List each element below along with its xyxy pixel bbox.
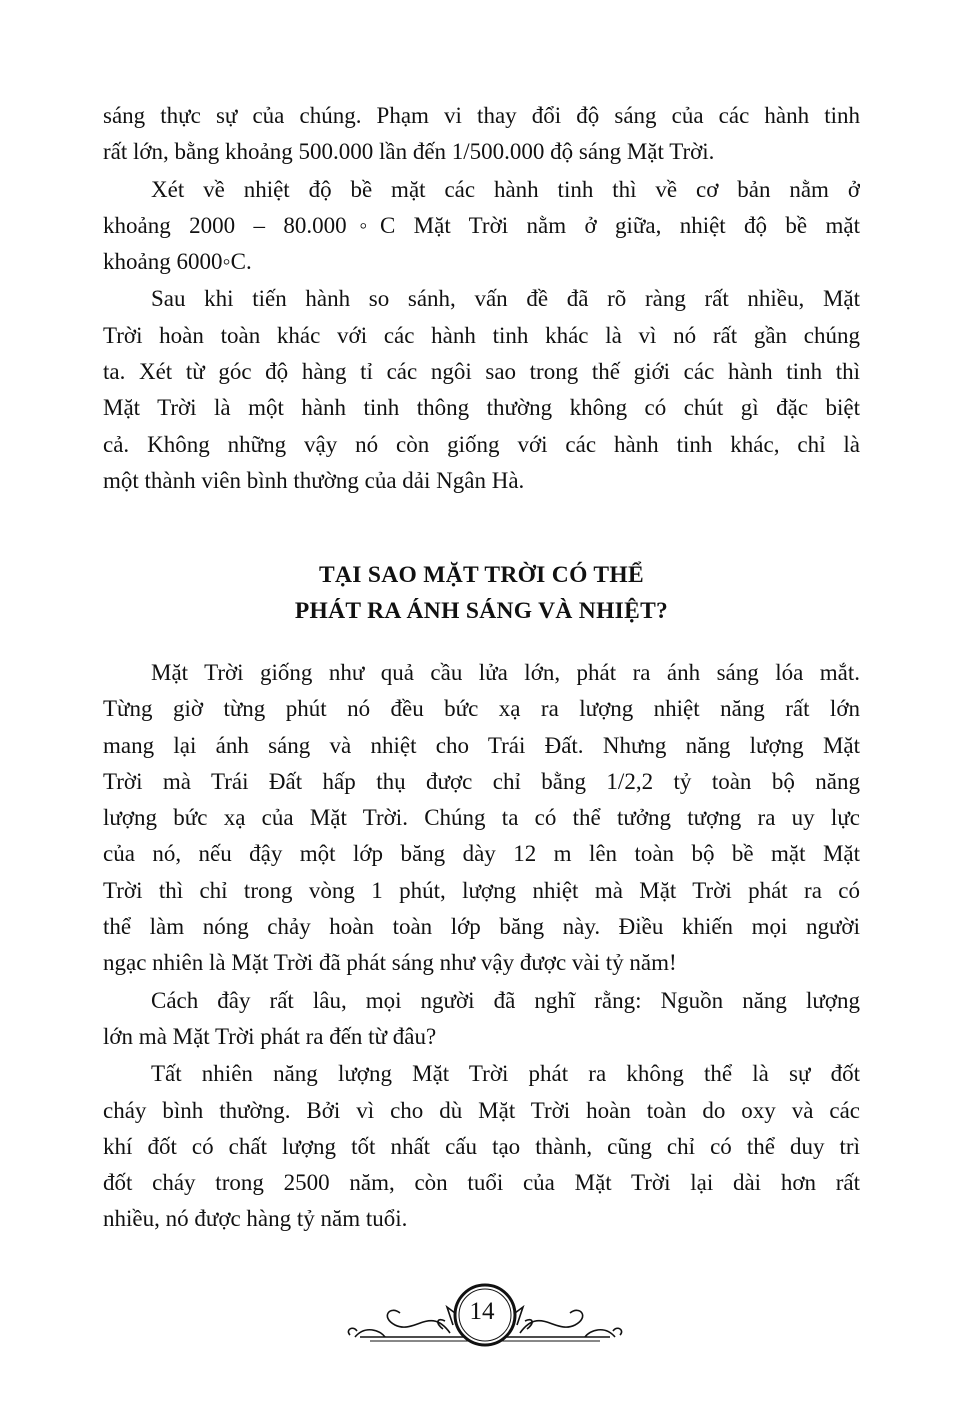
text-line: rất lớn, bằng khoảng 500.000 lần đến 1/500.000 độ sáng Mặt Trời. <box>103 139 715 165</box>
text-line: Từng giờ từng phút nó đều bức xạ ra lượng nhiệt năng rất lớn <box>103 696 860 722</box>
text-line: Trời thì chỉ trong vòng 1 phút, lượng nhiệt mà Mặt Trời phát ra có <box>103 877 860 903</box>
text-line: lượng bức xạ của Mặt Trời. Chúng ta có thể tưởng tượng ra uy lực <box>103 805 860 831</box>
text-line: Sau khi tiến hành so sánh, vấn đề đã rõ ràng rất nhiều, Mặt <box>151 286 860 312</box>
text-line: khoảng 6000◦C. <box>103 249 252 275</box>
text-line: cả. Không những vậy nó còn giống với các hành tinh khác, chỉ là <box>103 431 860 457</box>
text-line: của nó, nếu đậy một lớp băng dày 12 m lên toàn bộ bề mặt Mặt <box>103 841 860 867</box>
text-line: cháy bình thường. Bởi vì cho dù Mặt Trời hoàn toàn do oxy và các <box>103 1097 860 1123</box>
paragraph <box>103 172 860 281</box>
section-heading <box>103 557 860 629</box>
text-line: Trời mà Trái Đất hấp thụ được chỉ bằng 1/2,2 tỷ toàn bộ năng <box>103 768 860 794</box>
paragraph <box>103 655 860 982</box>
text-line: nhiều, nó được hàng tỷ năm tuổi. <box>103 1206 408 1232</box>
page-number: 14 <box>469 1298 495 1325</box>
heading-line-1: TẠI SAO MẶT TRỜI CÓ THỂ <box>319 562 644 588</box>
text-line: đốt cháy trong 2500 năm, còn tuổi của Mặt Trời lại dài hơn rất <box>103 1170 860 1196</box>
text-line: thể làm nóng chảy hoàn toàn lớp băng này. Điều khiến mọi người <box>103 914 860 940</box>
paragraph <box>103 281 860 499</box>
text-line: khoảng 2000 – 80.000◦C Mặt Trời nằm ở giữa, nhiệt độ bề mặt <box>103 212 860 238</box>
text-line: Trời hoàn toàn khác với các hành tinh khác là vì nó rất gần chúng <box>103 322 860 348</box>
body-text-bottom <box>103 655 860 1239</box>
text-line: Cách đây rất lâu, mọi người đã nghĩ rằng: Nguồn năng lượng <box>151 987 860 1013</box>
heading-line-2: PHÁT RA ÁNH SÁNG VÀ NHIỆT? <box>294 598 669 624</box>
text-line: một thành viên bình thường của dải Ngân Hà. <box>103 467 525 493</box>
text-line: ngạc nhiên là Mặt Trời đã phát sáng như vậy được vài tỷ năm! <box>103 950 677 976</box>
text-line: lớn mà Mặt Trời phát ra đến từ đâu? <box>103 1023 437 1049</box>
body-text-top <box>103 98 860 500</box>
text-line: sáng thực sự của chúng. Phạm vi thay đổi độ sáng của các hành tinh <box>103 103 860 128</box>
text-line: ta. Xét từ góc độ hàng tỉ các ngôi sao trong thế giới các hành tinh thì <box>103 359 860 385</box>
text-line: Mặt Trời giống như quả cầu lửa lớn, phát ra ánh sáng lóa mắt. <box>151 660 860 685</box>
text-line: Mặt Trời là một hành tinh thông thường không có chút gì đặc biệt <box>103 395 860 421</box>
text-line: Xét về nhiệt độ bề mặt các hành tinh thì về cơ bản nằm ở <box>151 176 860 202</box>
paragraph <box>103 1056 860 1237</box>
text-line: mang lại ánh sáng và nhiệt cho Trái Đất. Nhưng năng lượng Mặt <box>103 732 860 758</box>
text-line: Tất nhiên năng lượng Mặt Trời phát ra không thể là sự đốt <box>151 1061 860 1087</box>
text-line: khí đốt có chất lượng tốt nhất cấu tạo thành, cũng chỉ có thể duy trì <box>103 1133 860 1159</box>
paragraph <box>103 983 860 1056</box>
paragraph <box>103 98 860 171</box>
